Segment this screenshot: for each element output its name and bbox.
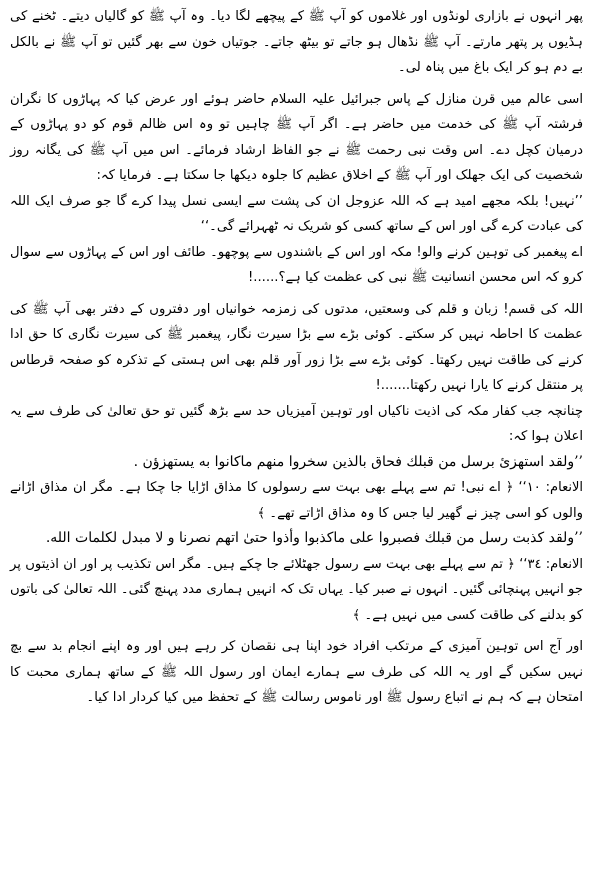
ayah-text-2: ’’ولقد كذبت رسل من قبلك فصبروا على ماكذبوا وأذوا حتىٰ اتهم نصرنا و لا مبدل لكلمات الله. xyxy=(45,530,583,546)
ayah-translation-1 xyxy=(10,475,583,526)
ayah-translation-text-2: ﴿ تم سے پہلے بھی بہت سے رسول جھٹلائے جا چکے ہیں۔ مگر اس تکذیب پر اور ان اذیتوں پر جو انہیں پہنچائی گئیں۔ انہوں نے صبر کیا۔ یہاں تک کہ انہیں ہماری مدد پہنچ گئی۔ اللہ تعالیٰ کی باتوں کو بدلنے کی طاقت کسی میں نہیں ہے۔ ﴾ xyxy=(10,556,583,623)
paragraph-greatness-of-prophet: اللہ کی قسم! زبان و قلم کی وسعتیں، مدتوں کی زمزمہ خوانیاں اور دفتروں کے دفتر بھی آپ ﷺ کی عظمت کا احاطہ نہیں کر سکتے۔ کوئی بڑے سے بڑا سیرت نگار، پیغمبر ﷺ کی سیرت نگاری کا حق ادا کرنے کی طاقت نہیں رکھتا۔ کوئی بڑے سے بڑا زور آور قلم بھی اس ہستی کے تذکرہ کو صفحہ قرطاس پر منتقل کرنے کا یارا نہیں رکھتا.......! xyxy=(10,301,583,393)
quote-prophet-reply: ’’نہیں! بلکہ مجھے امید ہے کہ اللہ عزوجل ان کی پشت سے ایسی نسل پیدا کرے گا جو صرف ایک اللہ کی عبادت کرے گی اور اس کے ساتھ کسی کو شریک نہ ٹھہرائے گی۔‘‘ xyxy=(10,193,583,234)
paragraph-conclusion: اور آج اس توہین آمیزی کے مرتکب افراد خود اپنا ہی نقصان کر رہے ہیں اور وہ اپنے انجام بد سے بچ نہیں سکیں گے اور یہ اللہ کی طرف سے ہمارے ایمان اور رسول اللہ ﷺ کے ساتھ ہماری محبت کا امتحان ہے کہ ہم نے اتباع رسول ﷺ اور ناموس رسالت ﷺ کے تحفظ میں کیا کردار ادا کیا۔ xyxy=(10,639,583,705)
quran-quote-1 xyxy=(10,450,583,527)
paragraph-divine-announcement: چنانچہ جب کفار مکہ کی اذیت ناکیاں اور توہین آمیزیاں حد سے بڑھ گئیں تو حق تعالیٰ کی طرف سے یہ اعلان ہوا کہ: xyxy=(10,403,583,444)
paragraph-question-to-offenders: اے پیغمبر کی توہین کرنے والو! مکہ اور اس کے باشندوں سے پوچھو۔ طائف اور اس کے پہاڑوں سے سوال کرو کہ اس محسن انسانیت ﷺ نبی کی عظمت کیا ہے؟......! xyxy=(10,244,583,285)
ayah-reference-2: الانعام: ٣٤‘‘ xyxy=(519,556,583,572)
ayah-translation-2 xyxy=(10,552,583,629)
quran-quote-2 xyxy=(10,526,583,628)
ayah-text-1: ’’ولقد استهزئ برسل من قبلك فحاق بالذين سخروا منهم ماكانوا به يستهزؤن . xyxy=(133,453,583,470)
paragraph-taif-persecution: پھر انہوں نے بازاری لونڈوں اور غلاموں کو آپ ﷺ کے پیچھے لگا دیا۔ وہ آپ ﷺ کو گالیاں دیتے۔ ٹخنے کی ہڈیوں پر پتھر مارتے۔ آپ ﷺ نڈھال ہو جاتے تو بیٹھ جاتے۔ جوتیاں خون سے بھر گئیں تو آپ ﷺ نے بالکل بے دم ہو کر ایک باغ میں پناہ لی۔ xyxy=(10,9,583,75)
paragraph-angel-of-mountains: اسی عالم میں قرن منازل کے پاس جبرائیل علیہ السلام حاضر ہوئے اور عرض کیا کہ پہاڑوں کا نگران فرشتہ آپ ﷺ کی خدمت میں حاضر ہے۔ اگر آپ ﷺ چاہیں تو وہ اس ظالم قوم کو دو پہاڑوں کے درمیان کچل دے۔ اس وقت نبی رحمت ﷺ نے جو الفاظ ارشاد فرمائے۔ اس میں آپ ﷺ کی یگانہ روز شخصیت کی ایک جھلک اور آپ ﷺ کے اخلاق عظیم کا جلوہ دیکھا جا سکتا ہے۔ فرمایا کہ: xyxy=(10,91,583,183)
ayah-translation-text-1: ﴿ اے نبی! تم سے پہلے بھی بہت سے رسولوں کا مذاق اڑایا جا چکا ہے۔ مگر ان مذاق اڑانے والوں کو اسی چیز نے گھیر لیا جس کا وہ مذاق اڑاتے تھے۔ ﴾ xyxy=(10,480,583,521)
ayah-reference-1: الانعام: ١٠‘‘ xyxy=(518,480,583,495)
